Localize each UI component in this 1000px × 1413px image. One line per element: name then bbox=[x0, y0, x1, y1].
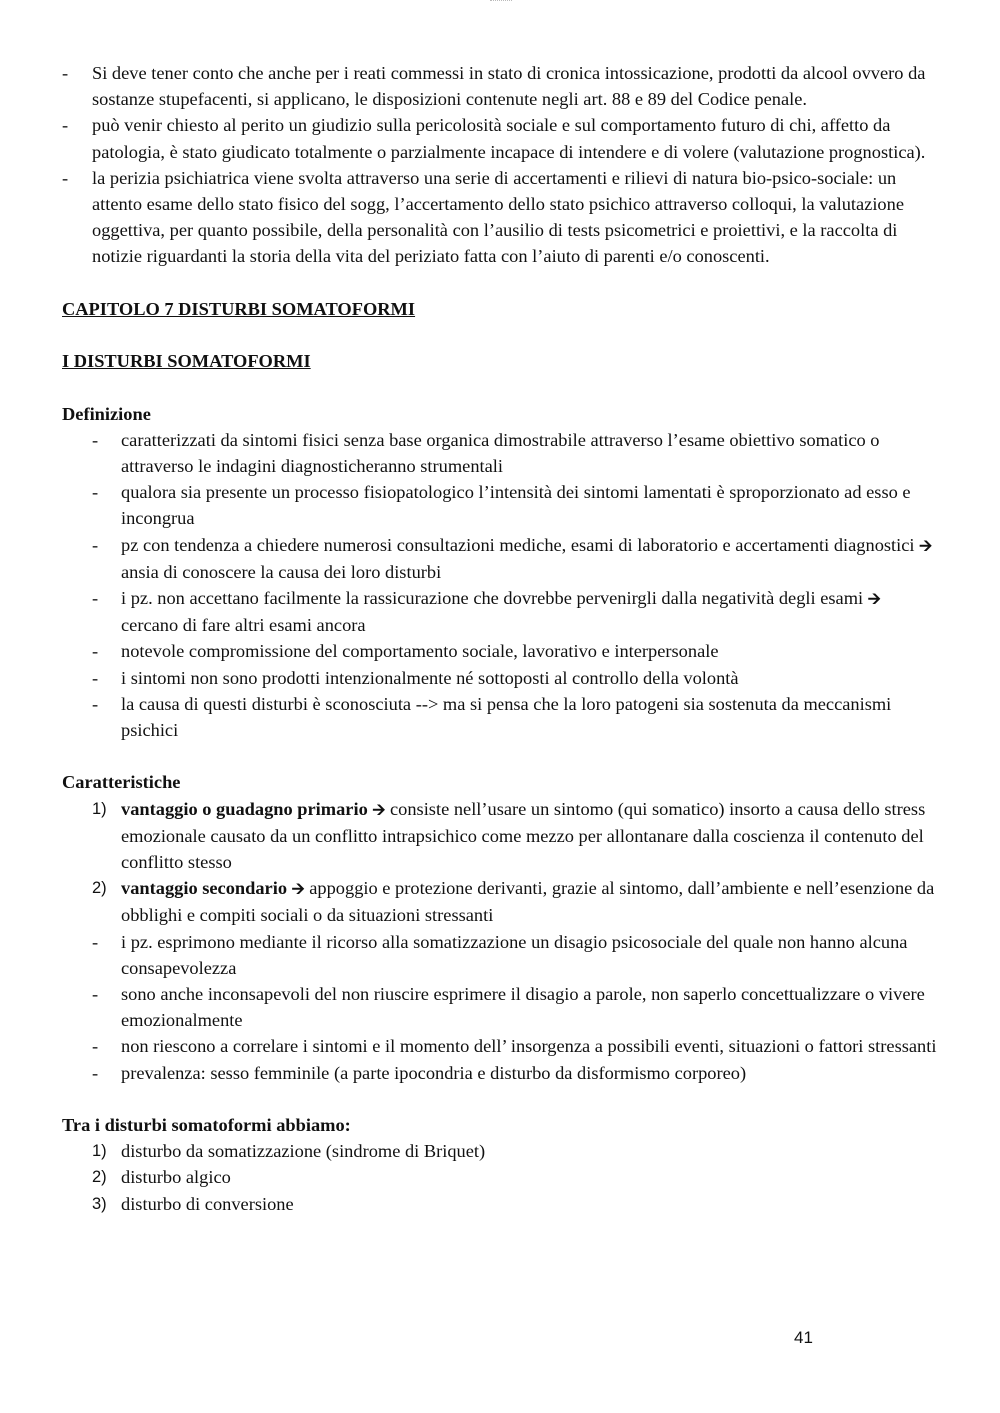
numbered-item bbox=[62, 1191, 942, 1217]
list-item-text: i pz. esprimono mediante il ricorso alla somatizzazione un disagio psicosociale del quale non hanno alcuna consapevolezza bbox=[121, 931, 908, 978]
list-item bbox=[62, 112, 942, 164]
list-number: 1) bbox=[92, 1142, 107, 1161]
list-item-text: disturbo da somatizzazione (sindrome di Briquet) bbox=[121, 1141, 486, 1162]
header-mark bbox=[490, 0, 512, 3]
list-marker: - bbox=[92, 641, 99, 662]
list-item bbox=[62, 929, 942, 981]
list-item-text: i pz. non accettano facilmente la rassicurazione che dovrebbe pervenirgli dalla negatività degli esami bbox=[121, 588, 864, 609]
list-item-text: pz con tendenza a chiedere numerosi consultazioni mediche, esami di laboratorio e accertamenti diagnostici bbox=[121, 534, 915, 555]
list-marker: - bbox=[62, 63, 69, 83]
list-item bbox=[62, 479, 942, 531]
list-item-text: la perizia psichiatrica viene svolta attraverso una serie di accertamenti e rilievi di natura bio-psico-sociale: un attento esame dello stato fisico del sogg, l’accertamento dello stato psichico attraverso colloqui, la valutazione oggettiva, per quanto possibile, della personalità con l’ausilio di tests psicometrici e proiettivi, e la raccolta di notizie riguardanti la storia della vita del periziato fatta con l’aiuto di parenti e/o conoscenti. bbox=[92, 167, 904, 267]
numbered-item bbox=[62, 875, 942, 928]
chapter-title: CAPITOLO 7 DISTURBI SOMATOFORMI bbox=[62, 298, 416, 319]
list-item bbox=[62, 60, 942, 112]
disorders-heading: Tra i disturbi somatoformi abbiamo: bbox=[62, 1115, 351, 1136]
list-item bbox=[62, 691, 942, 743]
list-item-text: disturbo algico bbox=[121, 1167, 231, 1188]
list-number: 1) bbox=[92, 799, 107, 818]
list-item-text: consiste nell’usare un sintomo (qui somatico) insorto a causa dello stress emozionale causato da un conflitto intrapsichico come mezzo per allontanare dalla coscienza il contenuto del conflitto stesso bbox=[121, 798, 926, 873]
list-marker: - bbox=[62, 167, 69, 188]
list-item-text: Si deve tener conto che anche per i reati commessi in stato di cronica intossicazione, prodotti da alcool ovvero da sostanze stupefacenti, si applicano, le disposizioni contenute negli art. 88 e 89 del Codice penale. bbox=[92, 63, 926, 110]
list-item-text: i sintomi non sono prodotti intenzionalmente né sottoposti al controllo della volontà bbox=[121, 667, 739, 688]
list-marker: - bbox=[92, 1036, 99, 1057]
list-number: 2) bbox=[92, 1168, 107, 1187]
list-marker: - bbox=[92, 1062, 99, 1083]
arrow-right-icon: 🡪 bbox=[372, 799, 386, 819]
list-marker: - bbox=[92, 482, 99, 503]
list-marker: - bbox=[92, 429, 99, 450]
numbered-item bbox=[62, 1164, 942, 1190]
term: vantaggio secondario bbox=[121, 878, 288, 899]
term: vantaggio o guadagno primario bbox=[121, 798, 368, 819]
arrow-right-icon: 🡪 bbox=[291, 879, 305, 899]
characteristics-heading: Caratteristiche bbox=[62, 772, 181, 793]
list-item bbox=[62, 165, 942, 270]
list-item bbox=[62, 585, 942, 638]
list-marker: - bbox=[62, 115, 69, 136]
list-item bbox=[62, 427, 942, 479]
list-item-text: può venir chiesto al perito un giudizio sulla pericolosità sociale e sul comportamento futuro di chi, affetto da patologia, è stato giudicato totalmente o parzialmente incapace di intendere e di volere (valutazione prognostica). bbox=[92, 115, 926, 162]
intro-list bbox=[62, 60, 942, 270]
page-number: 41 bbox=[794, 1328, 813, 1347]
list-item-text: cercano di fare altri esami ancora bbox=[121, 615, 366, 636]
list-item-text: appoggio e protezione derivanti, grazie al sintomo, dall’ambiente e nell’esenzione da obblighi e compiti sociali o da situazioni stressanti bbox=[121, 878, 935, 926]
list-item-text: ansia di conoscere la causa dei loro disturbi bbox=[121, 561, 442, 582]
list-number: 3) bbox=[92, 1194, 107, 1213]
list-number: 2) bbox=[92, 879, 107, 898]
arrow-right-icon: 🡪 bbox=[919, 535, 933, 555]
list-item-text: prevalenza: sesso femminile (a parte ipocondria e disturbo da disformismo corporeo) bbox=[121, 1062, 747, 1083]
list-marker: - bbox=[92, 588, 99, 609]
list-item-text: caratterizzati da sintomi fisici senza base organica dimostrabile attraverso l’esame obiettivo somatico o attraverso le indagini diagnosticheranno strumentali bbox=[121, 429, 880, 476]
numbered-item bbox=[62, 796, 942, 876]
characteristics-list bbox=[62, 796, 942, 1086]
list-item bbox=[62, 532, 942, 585]
list-item-text: sono anche inconsapevoli del non riuscire esprimere il disagio a parole, non saperlo concettualizzare o vivere emozionalmente bbox=[121, 984, 925, 1031]
numbered-item bbox=[62, 1138, 942, 1164]
list-item bbox=[62, 1033, 942, 1059]
list-item-text: la causa di questi disturbi è sconosciuta --> ma si pensa che la loro patogeni sia sostenuta da meccanismi psichici bbox=[121, 693, 892, 741]
list-marker: - bbox=[92, 931, 99, 952]
list-marker: - bbox=[92, 667, 99, 688]
list-item bbox=[62, 1060, 942, 1086]
list-item-text: disturbo di conversione bbox=[121, 1193, 294, 1214]
list-item bbox=[62, 665, 942, 691]
list-item-text: qualora sia presente un processo fisiopatologico l’intensità dei sintomi lamentati è sproporzionato ad esso e incongrua bbox=[121, 482, 911, 529]
page-content bbox=[62, 60, 942, 1217]
list-item-text: non riescono a correlare i sintomi e il momento dell’ insorgenza a possibili eventi, situazioni o fattori stressanti bbox=[121, 1036, 937, 1057]
list-item-text: notevole compromissione del comportamento sociale, lavorativo e interpersonale bbox=[121, 641, 719, 662]
list-item bbox=[62, 638, 942, 664]
definition-list bbox=[62, 427, 942, 743]
arrow-right-icon: 🡪 bbox=[867, 589, 881, 609]
section-title: I DISTURBI SOMATOFORMI bbox=[62, 351, 311, 372]
list-marker: - bbox=[92, 534, 99, 555]
list-marker: - bbox=[92, 693, 99, 714]
definition-heading: Definizione bbox=[62, 403, 151, 424]
disorders-list bbox=[62, 1138, 942, 1217]
list-item bbox=[62, 981, 942, 1033]
list-marker: - bbox=[92, 984, 99, 1005]
